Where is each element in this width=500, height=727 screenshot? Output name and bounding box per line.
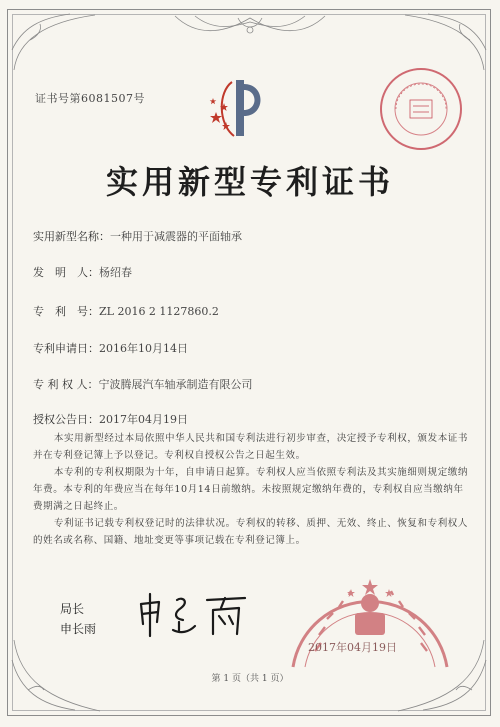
field-utility-model-name — [33, 228, 242, 244]
field-value: 一种用于减震器的平面轴承 — [110, 230, 242, 243]
field-label: 实用新型名称： — [33, 230, 110, 243]
page-number: 第 1 页（共 1 页） — [211, 674, 289, 684]
body-paragraph: 本实用新型经过本局依照中华人民共和国专利法进行初步审查，决定授予专利权，颁发本证书并在专利登记簿上予以登记。专利权自授权公告之日起生效。 — [33, 433, 468, 461]
field-label: 专利申请日： — [33, 342, 99, 355]
sipo-logo-icon — [208, 78, 268, 140]
field-label: 专 利 号： — [33, 305, 99, 318]
agency-seal-icon — [376, 64, 466, 154]
director-title: 局长 — [60, 602, 85, 616]
field-label: 专 利 权 人： — [33, 378, 99, 391]
field-patentee — [33, 376, 253, 392]
field-inventor — [33, 264, 132, 280]
field-label: 授权公告日： — [33, 413, 99, 426]
certificate-body — [33, 430, 473, 549]
director-signature-icon — [133, 590, 253, 640]
field-value: ZL 2016 2 1127860.2 — [99, 305, 219, 318]
field-label: 发 明 人： — [33, 266, 99, 279]
field-grant-date — [33, 411, 188, 427]
field-value: 杨绍春 — [99, 266, 132, 279]
certificate-number: 证书号第6081507号 — [35, 92, 145, 105]
field-value: 宁波腾展汽车轴承制造有限公司 — [98, 378, 253, 391]
field-value: 2016年10月14日 — [99, 342, 188, 355]
seal-date: 2017年04月19日 — [308, 641, 397, 654]
body-paragraph: 本专利的专利权期限为十年，自申请日起算。专利权人应当依照专利法及其实施细则规定缴纳年费。本专利的年费应当在每年10月14日前缴纳。未按照规定缴纳年费的，专利权自应当缴纳年费期满之日起终止。 — [33, 467, 468, 512]
field-value: 2017年04月19日 — [99, 413, 188, 426]
director-name: 申长雨 — [60, 622, 97, 636]
field-patent-number — [33, 303, 219, 319]
field-application-date — [33, 340, 188, 356]
certificate-title: 实用新型专利证书 — [105, 163, 394, 201]
body-paragraph: 专利证书记载专利权登记时的法律状况。专利权的转移、质押、无效、终止、恢复和专利权人的姓名或名称、国籍、地址变更等事项记载在专利登记簿上。 — [33, 518, 468, 546]
